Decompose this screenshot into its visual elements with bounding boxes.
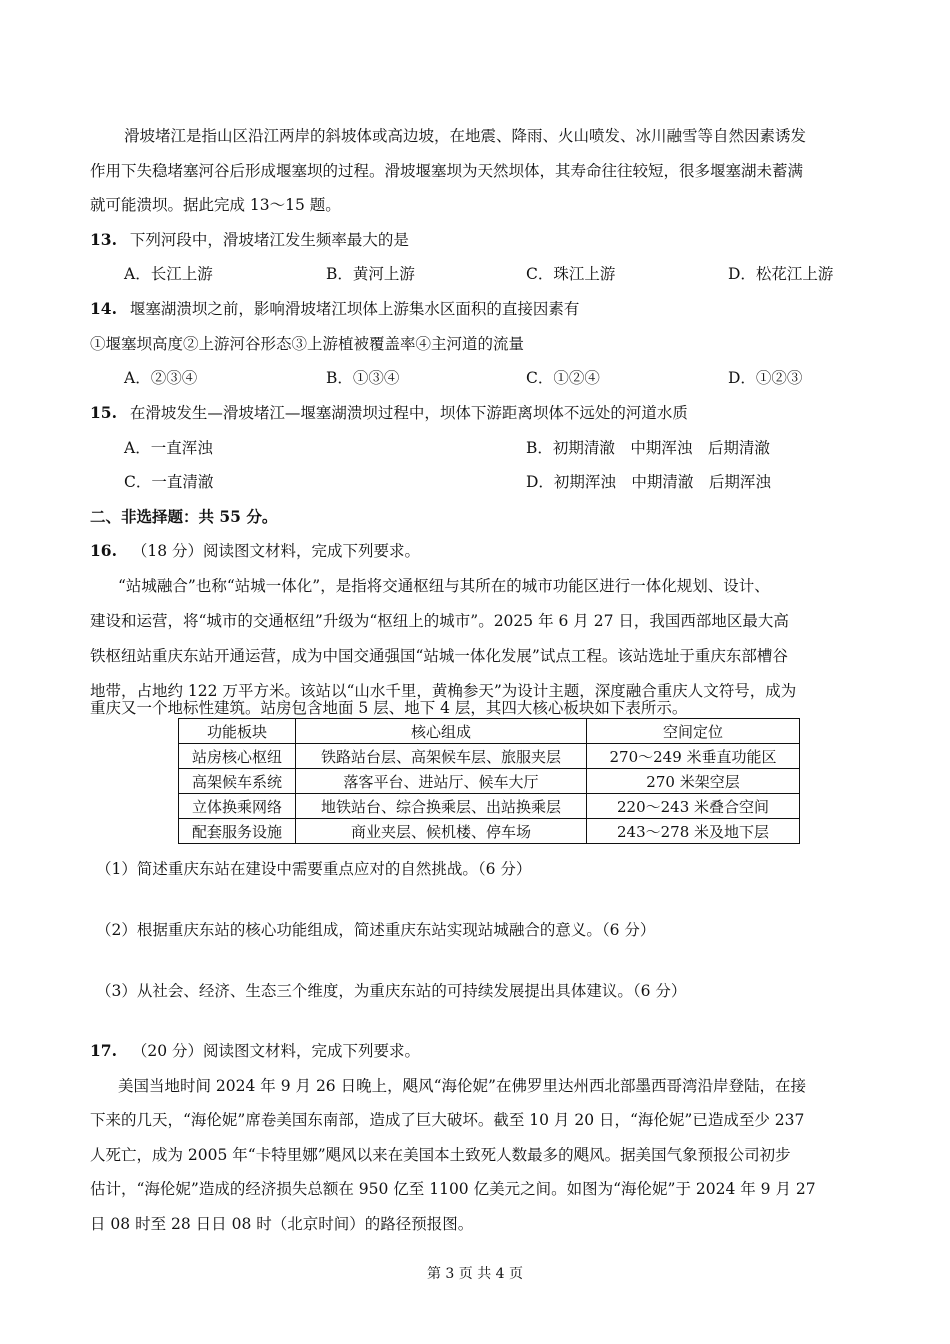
table-row (179, 819, 800, 844)
q16-material-line-4: 地带，占地约 122 万平方米。该站以“山水千里，黄桷参天”为设计主题，深度融合重庆人文符号，成为 (90, 682, 797, 700)
question-17-number: 17. (90, 1041, 117, 1060)
q15-option-c: C．一直清澈 (124, 473, 214, 491)
q14-items: ①堰塞坝高度②上游河谷形态③上游植被覆盖率④主河道的流量 (90, 335, 525, 353)
q14-option-a: A．②③④ (124, 369, 198, 387)
intro-line-1: 滑坡堵江是指山区沿江两岸的斜坡体或高边坡，在地震、降雨、火山喷发、冰川融雪等自然因素诱发 (124, 127, 807, 145)
table-cell: 270～249 米垂直功能区 (587, 744, 800, 769)
table-cell: 高架候车系统 (179, 769, 296, 794)
table-header-cell: 空间定位 (587, 719, 800, 744)
q17-material-line-2: 下来的几天，“海伦妮”席卷美国东南部，造成了巨大破坏。截至 10 月 20 日，“海伦妮”已造成至少 237 (90, 1111, 805, 1129)
q16-subquestion-2: （2）根据重庆东站的核心功能组成，简述重庆东站实现站城融合的意义。（6 分） (96, 921, 656, 939)
q17-material-line-3: 人死亡，成为 2005 年“卡特里娜”飓风以来在美国本土致死人数最多的飓风。据美国气象预报公司初步 (90, 1146, 791, 1164)
question-17-header (90, 1040, 420, 1062)
q16-material-line-3: 铁枢纽站重庆东站开通运营，成为中国交通强国“站城一体化发展”试点工程。该站选址于重庆东部槽谷 (90, 647, 788, 665)
table-cell: 243～278 米及地下层 (587, 819, 800, 844)
q16-material-line-1: “站城融合”也称“站城一体化”，是指将交通枢纽与其所在的城市功能区进行一体化规划、设计、 (118, 577, 770, 595)
q15-option-a: A．一直浑浊 (124, 439, 213, 457)
intro-line-2: 作用下失稳堵塞河谷后形成堰塞坝的过程。滑坡堰塞坝为天然坝体，其寿命往往较短，很多堰塞湖未蓄满 (90, 162, 804, 180)
question-13-text: 下列河段中，滑坡堵江发生频率最大的是 (129, 231, 409, 249)
q16-material-line-2: 建设和运营，将“城市的交通枢纽”升级为“枢纽上的城市”。2025 年 6 月 27 日，我国西部地区最大高 (90, 612, 789, 630)
table-cell: 落客平台、进站厅、候车大厅 (296, 769, 587, 794)
q15-option-b: B．初期清澈 中期浑浊 后期清澈 (526, 439, 770, 457)
table-header-row (179, 719, 800, 744)
q16-subquestion-3: （3）从社会、经济、生态三个维度，为重庆东站的可持续发展提出具体建议。（6 分） (96, 982, 687, 1000)
table-cell: 立体换乘网络 (179, 794, 296, 819)
q15-option-d: D．初期浑浊 中期清澈 后期浑浊 (526, 473, 771, 491)
question-13 (90, 229, 409, 251)
question-14-text: 堰塞湖溃坝之前，影响滑坡堵江坝体上游集水区面积的直接因素有 (129, 300, 580, 318)
q14-option-d: D．①②③ (728, 369, 803, 387)
table-cell: 站房核心枢纽 (179, 744, 296, 769)
q13-option-b: B．黄河上游 (326, 265, 415, 283)
table-cell: 270 米架空层 (587, 769, 800, 794)
q16-material-line-5: 重庆又一个地标性建筑。站房包含地面 5 层、地下 4 层，其四大核心板块如下表所示。 (90, 699, 688, 717)
table-row (179, 794, 800, 819)
table-cell: 220～243 米叠合空间 (587, 794, 800, 819)
question-13-number: 13. (90, 230, 117, 249)
question-14 (90, 298, 579, 320)
question-15-number: 15. (90, 403, 117, 422)
q17-material-line-1: 美国当地时间 2024 年 9 月 26 日晚上，飓风“海伦妮”在佛罗里达州西北部墨西哥湾沿岸登陆，在接 (118, 1077, 806, 1095)
table-row (179, 744, 800, 769)
intro-line-3: 就可能溃坝。据此完成 13～15 题。 (90, 196, 341, 214)
q17-material-line-5: 日 08 时至 28 日日 08 时（北京时间）的路径预报图。 (90, 1215, 474, 1233)
question-15 (90, 402, 688, 424)
question-15-text: 在滑坡发生—滑坡堵江—堰塞湖溃坝过程中，坝体下游距离坝体不远处的河道水质 (129, 404, 688, 422)
question-16-instruction: （18 分）阅读图文材料，完成下列要求。 (131, 542, 421, 560)
table-cell: 配套服务设施 (179, 819, 296, 844)
table-cell: 商业夹层、候机楼、停车场 (296, 819, 587, 844)
table-header-cell: 功能板块 (179, 719, 296, 744)
q13-option-c: C．珠江上游 (526, 265, 616, 283)
q17-material-line-4: 估计，“海伦妮”造成的经济损失总额在 950 亿至 1100 亿美元之间。如图为“海伦妮”于 2024 年 9 月 27 (90, 1180, 816, 1198)
table-cell: 地铁站台、综合换乘层、出站换乘层 (296, 794, 587, 819)
q14-option-c: C．①②④ (526, 369, 600, 387)
q16-subquestion-1: （1）简述重庆东站在建设中需要重点应对的自然挑战。（6 分） (96, 860, 532, 878)
question-16-number: 16. (90, 541, 117, 560)
question-14-number: 14. (90, 299, 117, 318)
table-cell: 铁路站台层、高架候车层、旅服夹层 (296, 744, 587, 769)
q13-option-a: A．长江上游 (124, 265, 213, 283)
table-row (179, 769, 800, 794)
page-footer: 第 3 页 共 4 页 (426, 1266, 524, 1282)
q13-option-d: D．松花江上游 (728, 265, 834, 283)
station-core-table (178, 718, 800, 844)
q14-option-b: B．①③④ (326, 369, 400, 387)
question-16-header (90, 540, 420, 562)
question-17-instruction: （20 分）阅读图文材料，完成下列要求。 (131, 1042, 421, 1060)
table-header-cell: 核心组成 (296, 719, 587, 744)
section-2-heading: 二、非选择题：共 55 分。 (90, 507, 278, 526)
